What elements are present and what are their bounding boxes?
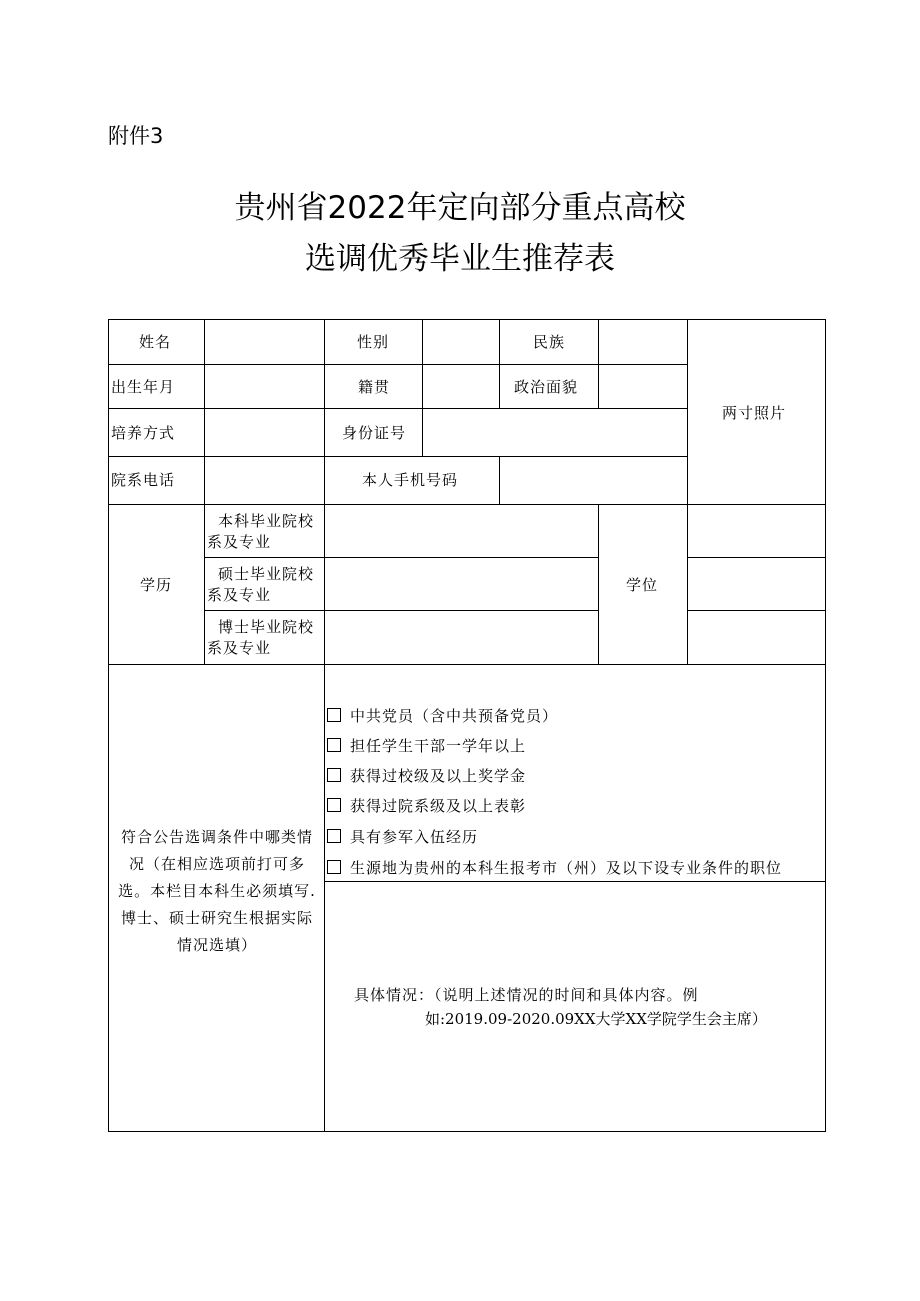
table-rule [598,319,599,409]
checkbox[interactable] [327,708,341,722]
details-line1: 具体情况：（说明上述情况的时间和具体内容。例 [354,986,699,1004]
checkbox[interactable] [327,738,341,752]
photo-label: 两寸照片 [722,404,787,422]
table-rule [204,610,599,611]
department-phone-label: 院系电话 [111,471,176,489]
checkbox[interactable] [327,798,341,812]
table-rule [499,456,500,505]
master-label-line2: 系及专业 [207,586,272,604]
table-rule [324,881,826,882]
education-label: 学历 [140,576,173,594]
checkbox[interactable] [327,829,341,843]
table-rule [108,364,688,365]
native-place-label: 籍贯 [358,378,391,396]
attachment-label: 附件3 [108,124,164,148]
training-mode-label: 培养方式 [111,424,176,442]
checkbox[interactable] [327,860,341,874]
conditions-label: 符合公告选调条件中哪类情 况（在相应选项前打可多 选。本栏目本科生必须填写. 博士、硕士研究生根据实际 情况选填） [118,828,316,954]
table-border-bottom [108,1131,826,1132]
checkbox[interactable] [327,768,341,782]
degree-label: 学位 [626,576,659,594]
details-line2: 如:2019.09-2020.09XX大学XX学院学生会主席） [425,1010,767,1028]
form-title-line1: 贵州省2022年定向部分重点高校 [234,190,686,226]
table-border-top [108,319,826,320]
doctor-label-line2: 系及专业 [207,639,272,657]
table-rule [499,319,500,409]
table-rule [687,504,688,665]
ethnicity-label: 民族 [533,333,566,351]
id-number-label: 身份证号 [342,424,407,442]
table-rule [422,319,423,457]
doctor-label-line1: 博士毕业院校 [218,618,315,636]
table-rule [108,504,826,505]
gender-label: 性别 [357,333,390,351]
bachelor-label-line1: 本科毕业院校 [218,512,315,530]
option-party-member[interactable]: 中共党员（含中共预备党员） [327,707,558,725]
table-rule [108,408,688,409]
birth-date-label: 出生年月 [111,378,176,396]
master-label-line1: 硕士毕业院校 [218,565,315,583]
option-guizhou-origin[interactable]: 生源地为贵州的本科生报考市（州）及以下设专业条件的职位 [327,859,782,877]
table-rule [688,557,826,558]
table-rule [108,664,826,665]
option-student-cadre[interactable]: 担任学生干部一学年以上 [327,737,526,755]
mobile-label: 本人手机号码 [362,471,459,489]
table-rule [688,610,826,611]
option-commendation[interactable]: 获得过院系级及以上表彰 [327,797,526,815]
table-border-left [108,319,109,1132]
name-label: 姓名 [139,333,172,351]
table-rule [204,319,205,665]
form-title-line2: 选调优秀毕业生推荐表 [305,241,615,277]
bachelor-label-line2: 系及专业 [207,533,272,551]
table-rule [324,319,325,1132]
option-military-service[interactable]: 具有参军入伍经历 [327,828,478,846]
table-rule [598,504,599,665]
table-rule [108,456,688,457]
option-scholarship[interactable]: 获得过校级及以上奖学金 [327,767,526,785]
political-status-label: 政治面貌 [514,378,579,396]
table-rule [204,557,599,558]
table-rule [687,319,688,505]
table-border-right [825,319,826,1132]
